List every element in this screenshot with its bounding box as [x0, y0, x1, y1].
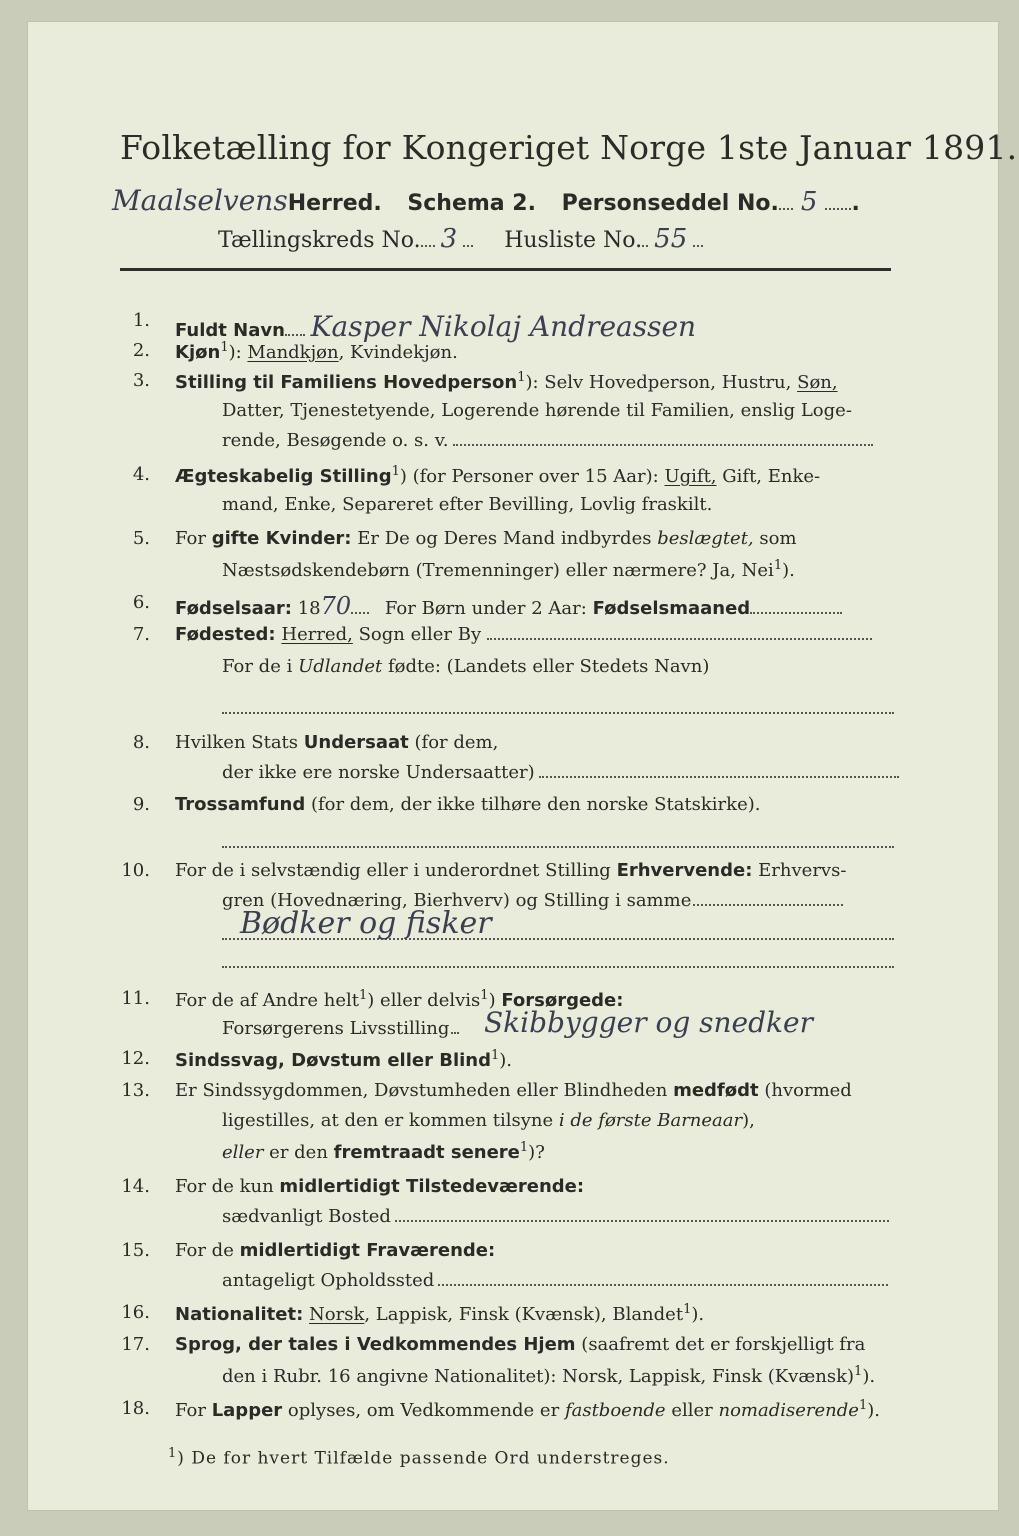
herred-handwritten: Maalselvens: [112, 184, 288, 217]
herred-label: Herred.: [287, 191, 382, 216]
form-title: Folketælling for Kongeriget Norge 1ste Januar 1891.: [120, 128, 1018, 167]
fodested-herred-selected: Herred,: [281, 624, 353, 645]
item-3-row: Stilling til Familiens Hovedperson$^1$): Selv Hovedperson, Hustru, Søn,: [175, 370, 838, 393]
item-13-row: Er Sindssygdommen, Døvstumheden eller Blindheden medfødt (hvormed: [175, 1080, 852, 1101]
footnote: $^1$) De for hvert Tilfælde passende Ord understreges.: [168, 1446, 670, 1469]
dotted-line: [222, 846, 894, 848]
item-3-line3: rende, Besøgende o. s. v.: [222, 430, 873, 451]
item-3-line2: Datter, Tjenestetyende, Logerende hørende til Familien, enslig Loge-: [222, 400, 852, 421]
item-11-line2: Forsørgerens Livsstilling: [222, 1018, 459, 1039]
label-sindssvag: Sindssvag, Døvstum eller Blind: [175, 1050, 491, 1071]
item-number: 9.: [132, 794, 150, 815]
item-13-line2: ligestilles, at den er kommen tilsyne i de første Barneaar),: [222, 1110, 755, 1131]
item-11-row: For de af Andre helt$^1$) eller delvis$^1$) Forsørgede:: [175, 988, 624, 1011]
item-number: 15.: [121, 1240, 150, 1261]
label-trossamfund: Trossamfund: [175, 794, 306, 815]
kjon-mandkjon-selected: Mandkjøn: [247, 342, 339, 363]
dotted-line: [222, 712, 894, 714]
item-number: 18.: [121, 1398, 150, 1419]
item-2-row: Kjøn$^1$): Mandkjøn, Kvindekjøn.: [175, 340, 458, 363]
item-10-line2: gren (Hovednæring, Bierhverv) og Stilling i samme: [222, 890, 843, 911]
herred-line: MaalselvensHerred. Schema 2. Personseddel No. 5 .: [112, 184, 860, 217]
value-fuldt-navn: Kasper Nikolaj Andreassen: [310, 310, 697, 343]
aegteskab-ugift-selected: Ugift,: [664, 466, 717, 487]
item-16-row: Nationalitet: Norsk, Lappisk, Finsk (Kvænsk), Blandet$^1$).: [175, 1302, 705, 1325]
item-number: 12.: [121, 1048, 150, 1069]
item-number: 8.: [132, 732, 150, 753]
item-12-row: Sindssvag, Døvstum eller Blind$^1$).: [175, 1048, 513, 1071]
item-6-row: Fødselsaar: 1870 For Børn under 2 Aar: Fødselsmaaned: [175, 592, 842, 620]
item-8-line2: der ikke ere norske Undersaatter): [222, 762, 899, 783]
item-5-row: For gifte Kvinder: Er De og Deres Mand indbyrdes beslægtet, som: [175, 528, 797, 549]
item-7-row: Fødested: Herred, Sogn eller By: [175, 624, 872, 645]
item-number: 6.: [132, 592, 150, 613]
stilling-son-selected: Søn,: [797, 372, 838, 393]
item-number: 16.: [121, 1302, 150, 1323]
label-fodested: Fødested:: [175, 624, 276, 645]
tellingskreds-number: 3: [440, 224, 458, 254]
item-number: 7.: [132, 624, 150, 645]
item-15-line2: antageligt Opholdssted: [222, 1270, 888, 1291]
item-17-line2: den i Rubr. 16 angivne Nationalitet): Norsk, Lappisk, Finsk (Kvænsk)$^1$).: [222, 1364, 876, 1387]
husliste-number: 55: [654, 224, 688, 254]
label-fuldt-navn: Fuldt Navn: [175, 320, 285, 341]
item-13-line3: eller er den fremtraadt senere$^1$)?: [222, 1140, 545, 1163]
item-14-row: For de kun midlertidigt Tilstedeværende:: [175, 1176, 585, 1197]
item-8-row: Hvilken Stats Undersaat (for dem,: [175, 732, 499, 753]
item-14-line2: sædvanligt Bosted: [222, 1206, 889, 1227]
label-kjon: Kjøn: [175, 342, 221, 363]
dotted-line: [222, 966, 894, 968]
item-18-row: For Lapper oplyses, om Vedkommende er fastboende eller nomadiserende$^1$).: [175, 1398, 880, 1421]
tellingskreds-label: Tællingskreds No.: [218, 228, 421, 253]
schema-label: Schema 2.: [407, 191, 536, 216]
kreds-line: [218, 224, 703, 254]
value-erhverv: Bødker og fisker: [240, 906, 492, 941]
item-number: 10.: [121, 860, 150, 881]
item-1-row: [175, 310, 696, 343]
personseddel-label: Personseddel No.: [561, 191, 779, 216]
personseddel-number: 5: [800, 187, 818, 217]
label-fodselsaar: Fødselsaar:: [175, 598, 292, 619]
husliste-label: Husliste No.: [504, 228, 643, 253]
item-number: 3.: [132, 370, 150, 391]
item-number: 1.: [132, 310, 150, 331]
item-number: 17.: [121, 1334, 150, 1355]
item-10-row: For de i selvstændig eller i underordnet Stilling Erhvervende: Erhvervs-: [175, 860, 847, 881]
value-fodselsaar: 70: [320, 592, 352, 620]
nationalitet-norsk-selected: Norsk: [309, 1304, 365, 1325]
header-rule: [120, 268, 891, 271]
label-aegteskabelig: Ægteskabelig Stilling: [175, 466, 392, 487]
label-sprog: Sprog, der tales i Vedkommendes Hjem: [175, 1334, 576, 1355]
kjon-other: , Kvindekjøn.: [338, 342, 458, 363]
item-9-row: Trossamfund (for dem, der ikke tilhøre den norske Statskirke).: [175, 794, 761, 815]
item-15-row: For de midlertidigt Fraværende:: [175, 1240, 496, 1261]
item-17-row: Sprog, der tales i Vedkommendes Hjem (saafremt det er forskjelligt fra: [175, 1334, 866, 1355]
item-7-line2: For de i Udlandet fødte: (Landets eller Stedets Navn): [222, 656, 710, 677]
item-number: 4.: [132, 464, 150, 485]
item-number: 2.: [132, 340, 150, 361]
item-number: 14.: [121, 1176, 150, 1197]
label-nationalitet: Nationalitet:: [175, 1304, 304, 1325]
item-number: 11.: [121, 988, 150, 1009]
item-number: 5.: [132, 528, 150, 549]
value-forsorger: Skibbygger og snedker: [484, 1006, 813, 1039]
label-stilling: Stilling til Familiens Hovedperson: [175, 372, 518, 393]
item-number: 13.: [121, 1080, 150, 1101]
item-5-line2: Næstsødskendebørn (Tremenninger) eller nærmere? Ja, Nei$^1$).: [222, 558, 795, 581]
item-4-line2: mand, Enke, Separeret efter Bevilling, Lovlig fraskilt.: [222, 494, 713, 515]
item-4-row: Ægteskabelig Stilling$^1$) (for Personer over 15 Aar): Ugift, Gift, Enke-: [175, 464, 821, 487]
